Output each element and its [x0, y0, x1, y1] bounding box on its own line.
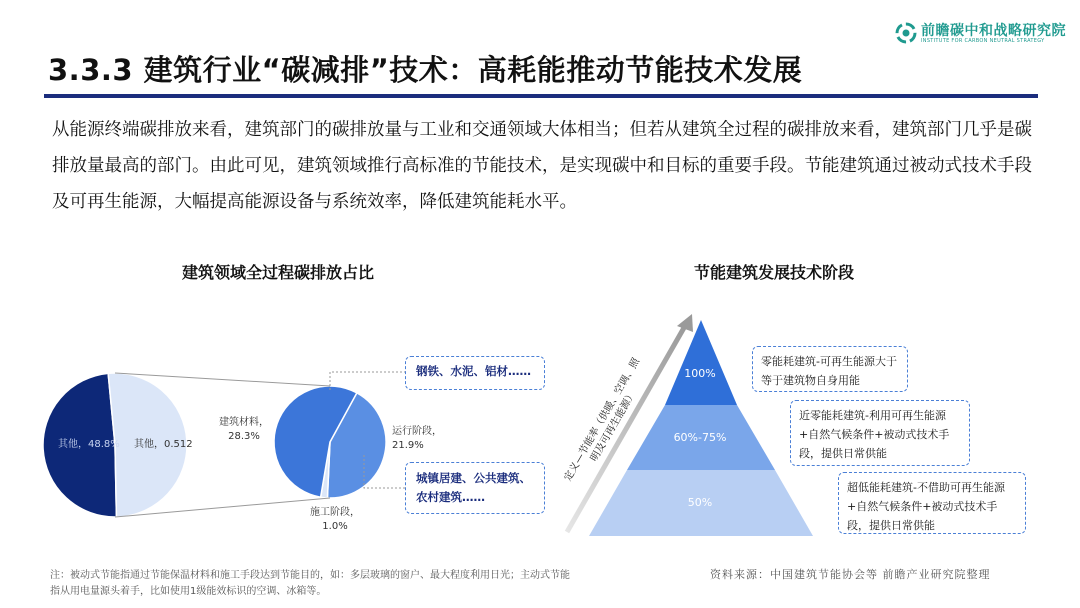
- brand-logo: [895, 20, 1065, 50]
- logo-title: 前瞻碳中和战略研究院: [921, 23, 1066, 39]
- logo-mark-icon: [895, 22, 917, 44]
- operation-callout: 城镇居建、公共建筑、农村建筑……: [405, 462, 545, 514]
- stage-level-middle: 60%-75%: [673, 431, 727, 444]
- footnote: 注：被动式节能指通过节能保温材料和施工手段达到节能目的，如：多层玻璃的窗户、最大程度利用日光；主动式节能指从用电量源头着手，比如使用1级能效标识的空调、冰箱等。: [50, 570, 570, 597]
- stage-level-top: 100%: [684, 367, 716, 380]
- title-divider: [44, 94, 1038, 98]
- callout-connectors: [320, 360, 410, 520]
- pie-label-construction: 施工阶段， 1.0%: [310, 507, 360, 532]
- logo-subtitle: INSTITUTE FOR CARBON NEUTRAL STRATEGY: [921, 38, 1045, 44]
- right-chart-title: 节能建筑发展技术阶段: [694, 263, 855, 282]
- stage-desc-bottom: 超低能耗建筑-不借助可再生能源+自然气候条件+被动式技术手段，提供日常供能: [838, 472, 1026, 534]
- pie-label-operation: 运行阶段， 21.9%: [392, 426, 442, 451]
- page-title: 3.3.3 建筑行业“碳减排”技术：高耗能推动节能技术发展: [48, 53, 803, 87]
- pie-label-dark: 其他，48.8%: [58, 439, 120, 450]
- materials-callout: 钢铁、水泥、铝材……: [405, 356, 545, 390]
- stage-desc-top: 零能耗建筑-可再生能源大于等于建筑物自身用能: [752, 346, 908, 392]
- stage-desc-middle: 近零能耗建筑-利用可再生能源+自然气候条件+被动式技术手段，提供日常供能: [790, 400, 970, 466]
- pyramid-tier-top: [665, 320, 737, 405]
- intro-paragraph: 从能源终端碳排放来看，建筑部门的碳排放量与工业和交通领域大体相当；但若从建筑全过程的碳排放来看，建筑部门几乎是碳排放量最高的部门。由此可见，建筑领域推行高标准的节能技术，是实现碳中和目标的重要手段。节能建筑通过被动式技术手段及可再生能源，大幅提高能源设备与系统效率，降低建筑能耗水平。: [52, 120, 1032, 212]
- left-chart-title: 建筑领域全过程碳排放占比: [182, 263, 375, 282]
- pyramid-axis-label: 定义—节能率（供暖、空调、照明及可再生能源）: [562, 356, 643, 484]
- pie-label-materials: 建筑材料， 28.3%: [219, 417, 269, 442]
- stage-level-bottom: 50%: [687, 496, 713, 509]
- pie-label-light: 其他，0.512: [134, 439, 193, 450]
- source-note: 资料来源：中国建筑节能协会等 前瞻产业研究院整理: [710, 568, 991, 581]
